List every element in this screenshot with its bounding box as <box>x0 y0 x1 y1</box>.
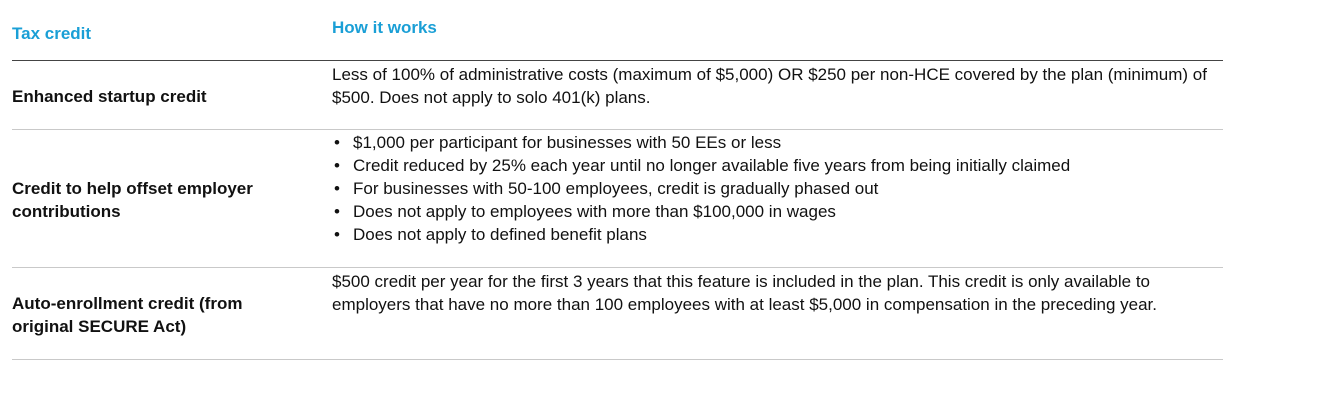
bullet-list <box>332 131 1222 246</box>
row-divider <box>12 267 1223 268</box>
list-item: • Does not apply to employees with more than $100,000 in wages <box>334 202 836 221</box>
header-divider <box>12 60 1223 61</box>
row-description-auto-enrollment-credit: $500 credit per year for the first 3 years that this feature is included in the plan. This credit is only available to employers that have no more than 100 employees with at least $5,000 in compensation in the preceding year. <box>332 272 1158 314</box>
row-label-enhanced-startup-credit: Enhanced startup credit <box>12 87 207 106</box>
row-label-auto-enrollment-credit: Auto-enrollment credit (from original SECURE Act) <box>12 294 243 336</box>
column-header-tax-credit: Tax credit <box>12 24 92 43</box>
row-description-offset-employer-contributions <box>332 131 1222 246</box>
list-item: • For businesses with 50-100 employees, credit is gradually phased out <box>334 179 879 198</box>
column-header-how-it-works: How it works <box>332 18 437 37</box>
row-label-offset-employer-contributions: Credit to help offset employer contributions <box>12 179 253 221</box>
row-divider <box>12 359 1223 360</box>
row-description-enhanced-startup-credit: Less of 100% of administrative costs (maximum of $5,000) OR $250 per non-HCE covered by the plan (minimum) of $500. Does not apply to solo 401(k) plans. <box>332 65 1207 107</box>
list-item: • Does not apply to defined benefit plans <box>334 225 647 244</box>
row-divider <box>12 129 1223 130</box>
list-item: • Credit reduced by 25% each year until no longer available five years from being initially claimed <box>334 156 1071 175</box>
list-item: • $1,000 per participant for businesses with 50 EEs or less <box>334 133 782 152</box>
